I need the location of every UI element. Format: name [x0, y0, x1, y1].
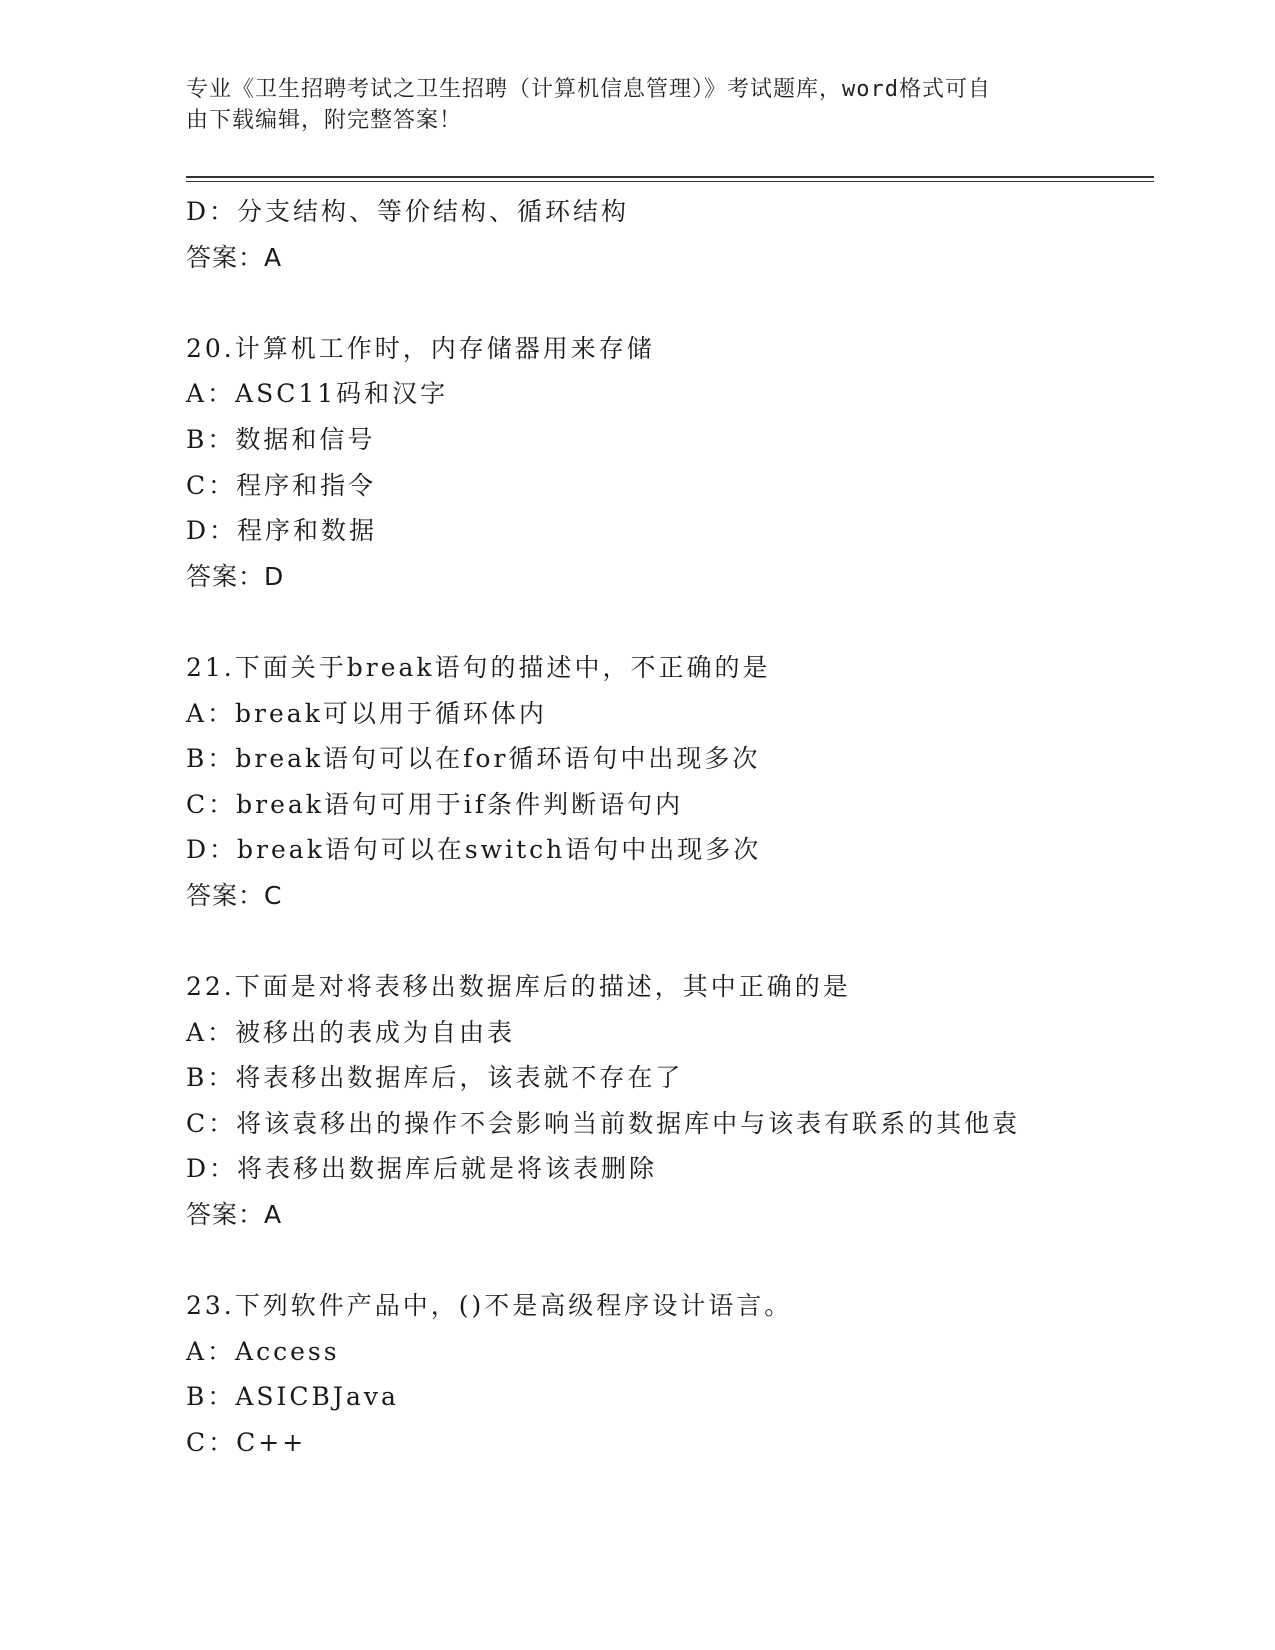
option-a: A：break可以用于循环体内: [186, 698, 547, 728]
spacer: [186, 280, 1146, 326]
header-divider-thin: [186, 181, 1154, 182]
option-d: D：程序和数据: [186, 516, 378, 546]
option-c: C：程序和指令: [186, 470, 377, 500]
header-line-1: 专业《卫生招聘考试之卫生招聘（计算机信息管理）》考试题库，word格式可自: [186, 77, 991, 102]
option-d: D：将表移出数据库后就是将该表删除: [186, 1154, 658, 1184]
document-header: [186, 74, 1086, 136]
question-block-prev: [186, 189, 1146, 280]
option-a: A：Access: [186, 1336, 340, 1366]
question-stem: 21.下面关于break语句的描述中，不正确的是: [186, 652, 771, 682]
option-d: D：分支结构、等价结构、循环结构: [186, 197, 630, 226]
option-b: B：break语句可以在for循环语句中出现多次: [186, 744, 761, 774]
question-block-23: [186, 1283, 1146, 1465]
option-b: B：ASICBJava: [186, 1382, 399, 1412]
question-stem: 20.计算机工作时，内存储器用来存储: [186, 333, 655, 363]
question-list: [186, 189, 1146, 1466]
spacer: [186, 599, 1146, 645]
spacer: [186, 1238, 1146, 1284]
question-block-22: [186, 964, 1146, 1238]
option-a: A：被移出的表成为自由表: [186, 1017, 516, 1047]
option-d: D：break语句可以在switch语句中出现多次: [186, 835, 762, 865]
spacer: [186, 919, 1146, 965]
question-stem: 23.下列软件产品中，()不是高级程序设计语言。: [186, 1291, 793, 1321]
option-a: A：ASC11码和汉字: [186, 379, 449, 409]
option-b: B：将表移出数据库后，该表就不存在了: [186, 1063, 684, 1093]
answer-line: 答案：A: [186, 1200, 283, 1230]
answer-line: 答案：D: [186, 561, 285, 591]
option-c: C：break语句可用于if条件判断语句内: [186, 789, 684, 819]
answer-line: 答案：C: [186, 880, 283, 910]
question-block-20: [186, 326, 1146, 600]
option-b: B：数据和信号: [186, 424, 376, 454]
header-divider-thick: [186, 176, 1154, 178]
header-line-2: 由下载编辑，附完整答案！: [186, 108, 463, 133]
option-c: C：C++: [186, 1428, 307, 1458]
option-c: C：将该袁移出的操作不会影响当前数据库中与该表有联系的其他袁: [186, 1108, 1021, 1138]
question-stem: 22.下面是对将表移出数据库后的描述，其中正确的是: [186, 972, 851, 1002]
answer-line: 答案：A: [186, 242, 283, 272]
question-block-21: [186, 645, 1146, 919]
